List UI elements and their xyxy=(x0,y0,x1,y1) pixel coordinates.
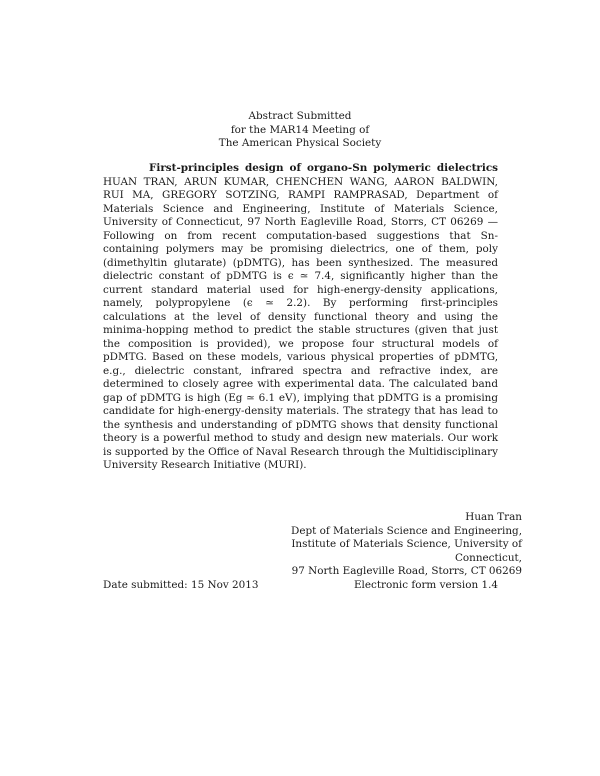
contact-dept: Dept of Materials Science and Engineering, xyxy=(290,524,522,537)
abstract-title: First-principles design of organo-Sn polymeric dielectrics xyxy=(149,162,498,174)
contact-name: Huan Tran xyxy=(465,511,522,523)
abstract-authors: HUAN TRAN, ARUN KUMAR, CHENCHEN WANG, AARON BALDWIN, RUI MA, GREGORY SOTZING, RAMPI RAMPRASAD, xyxy=(103,175,498,201)
form-version: Electronic form version 1.4 xyxy=(353,579,498,591)
header-line-3: The American Physical Society xyxy=(218,137,382,149)
footer xyxy=(103,579,498,593)
contact-institute: Institute of Materials Science, University of Connecticut, xyxy=(291,538,522,564)
header-line-2: for the MAR14 Meeting of xyxy=(230,123,370,136)
contact-address: 97 North Eagleville Road, Storrs, CT 06269 xyxy=(291,565,522,578)
abstract-affiliation: Department of Materials Science and Engineering, Institute of Materials Science, University of Connecticut, 97 North Eagleville Road, Storrs, CT 06269 — xyxy=(103,189,499,228)
date-submitted: Date submitted: 15 Nov 2013 xyxy=(103,579,259,591)
abstract-body: Following on from recent computation-based suggestions that Sn-containing polymers may be promising dielectrics, one of them, poly (dimethyltin glutarate) (pDMTG), has been synthesized. The measured dielectric constant of pDMTG is ϵ ≃ 7.4, significantly higher than the current standard material used for high-energy-density applications, namely, polypropylene (ϵ ≃ 2.2). By performing first-principles calculations at the level of density functional theory and using the minima-hopping method to predict the stable structures (given that just the composition is provided), we propose four structural models of pDMTG. Based on these models, various physical properties of pDMTG, e.g., dielectric constant, infrared spectra and refractive index, are determined to closely agree with experimental data. The calculated band gap of pDMTG is high (Eg ≃ 6.1 eV), implying that pDMTG is a promising candidate for high-energy-density materials. The strategy that has lead to the synthesis and understanding of pDMTG shows that density functional theory is a powerful method to study and design new materials. Our work is supported by the Office of Naval Research through the Multidisciplinary University Research Initiative (MURI). xyxy=(103,229,498,471)
header-line-1: Abstract Submitted xyxy=(248,110,352,122)
contact-block xyxy=(222,511,522,579)
submission-header xyxy=(0,110,600,151)
abstract-paragraph xyxy=(103,162,498,473)
